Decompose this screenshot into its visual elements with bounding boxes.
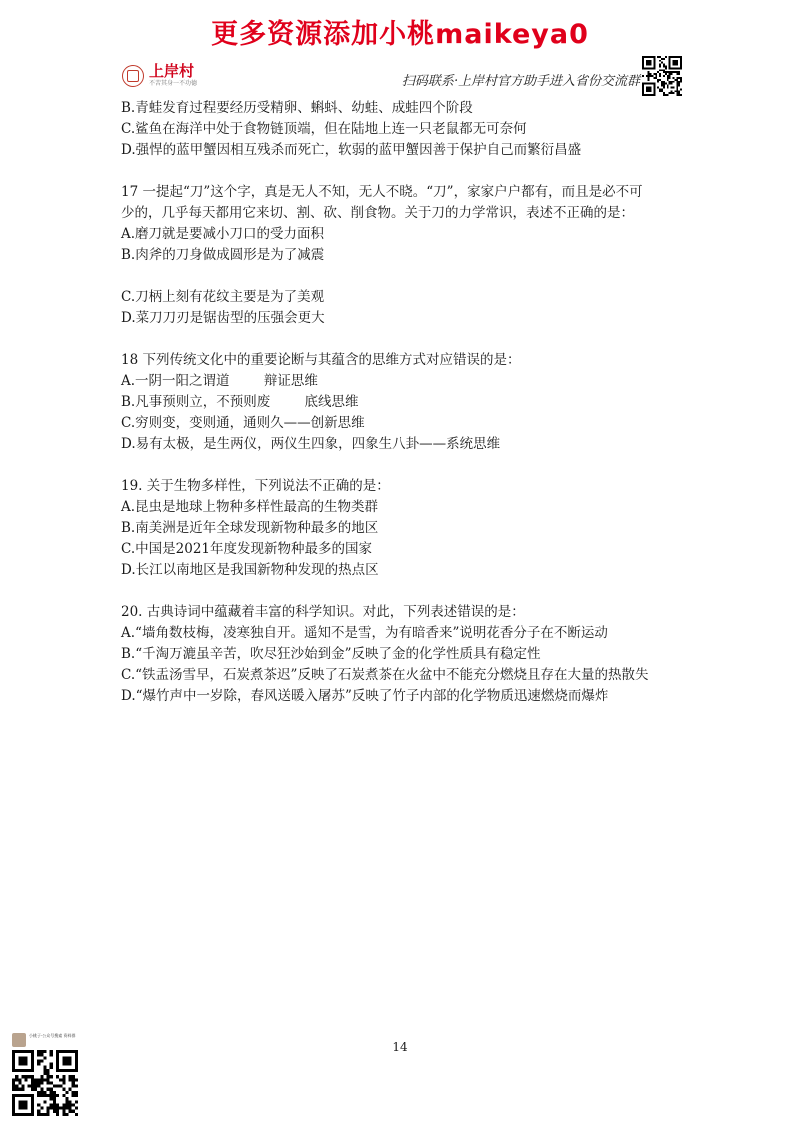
blank-line: [121, 455, 721, 476]
option-line: B.肉斧的刀身做成圆形是为了减震: [121, 247, 325, 263]
blank-line: [121, 329, 721, 350]
qr-code-icon[interactable]: [12, 1050, 78, 1116]
option-line: B.南美洲是近年全球发现新物种最多的地区: [121, 520, 379, 536]
brand-logo: [122, 64, 197, 87]
logo-slogan: 不苦其身一不功德: [149, 80, 198, 87]
header-note: 扫码联系·上岸村官方助手进入省份交流群: [401, 74, 640, 89]
question-19-stem: 19. 关于生物多样性，下列说法不正确的是：: [121, 478, 390, 494]
seal-icon: [122, 65, 144, 87]
question-18-stem: 18 下列传统文化中的重要论断与其蕴含的思维方式对应错误的是：: [121, 352, 521, 368]
text-line: B.青蛙发育过程要经历受精卵、蝌蚪、幼蛙、成蛙四个阶段: [121, 100, 473, 116]
option-line: D.菜刀刀刃是锯齿型的压强会更大: [121, 310, 325, 326]
option-line: A.昆虫是地球上物种多样性最高的生物类群: [121, 499, 379, 515]
option-line: C.“铁盂汤雪早，石炭煮茶迟”反映了石炭煮茶在火盆中不能充分燃烧且存在大量的热散失: [121, 667, 649, 683]
question-20-stem: 20. 古典诗词中蕴藏着丰富的科学知识。对此，下列表述错误的是：: [121, 604, 525, 620]
page-number: 14: [392, 1040, 408, 1054]
blank-line: [121, 266, 721, 287]
option-line: A.“墙角数枝梅，凌寒独自开。遥知不是雪，为有暗香来”说明花香分子在不断运动: [121, 625, 608, 641]
option-line: C.穷则变，变则通，通则久——创新思维: [121, 415, 365, 431]
qr-code-icon[interactable]: [642, 56, 682, 96]
text-line: D.强悍的蓝甲蟹因相互残杀而死亡，软弱的蓝甲蟹因善于保护自己而繁衍昌盛: [121, 142, 582, 158]
logo-name: 上岸村: [149, 62, 195, 80]
option-line: C.中国是2021年度发现新物种最多的国家: [121, 541, 372, 557]
text-line: C.鲨鱼在海洋中处于食物链顶端，但在陆地上连一只老鼠都无可奈何: [121, 121, 527, 137]
promo-banner: 更多资源添加小桃maikeya0: [211, 19, 589, 50]
option-line: D.易有太极，是生两仪，两仪生四象，四象生八卦——系统思维: [121, 436, 501, 452]
blank-line: [121, 161, 721, 182]
question-text: [121, 98, 721, 707]
question-17-stem: 17 一提起“刀”这个字，真是无人不知，无人不晓。“刀”，家家户户都有，而且是必不可: [121, 184, 643, 200]
option-line: B.“千淘万漉虽辛苦，吹尽狂沙始到金”反映了金的化学性质具有稳定性: [121, 646, 541, 662]
option-line: C.刀柄上刻有花纹主要是为了美观: [121, 289, 325, 305]
option-line: A.磨刀就是要减小刀口的受力面积: [121, 226, 325, 242]
account-name: 小桃子·公众号搜索 资料群: [29, 1033, 76, 1038]
blank-line: [121, 581, 721, 602]
option-line: B.凡事预则立，不预则废 底线思维: [121, 394, 359, 410]
option-line: D.长江以南地区是我国新物种发现的热点区: [121, 562, 379, 578]
question-17-stem: 少的，几乎每天都用它来切、割、砍、削食物。关于刀的力学常识，表述不正确的是：: [121, 205, 634, 221]
option-line: A.一阴一阳之谓道 辩证思维: [121, 373, 318, 389]
option-line: D.“爆竹声中一岁除，春风送暖入屠苏”反映了竹子内部的化学物质迅速燃烧而爆炸: [121, 688, 609, 704]
